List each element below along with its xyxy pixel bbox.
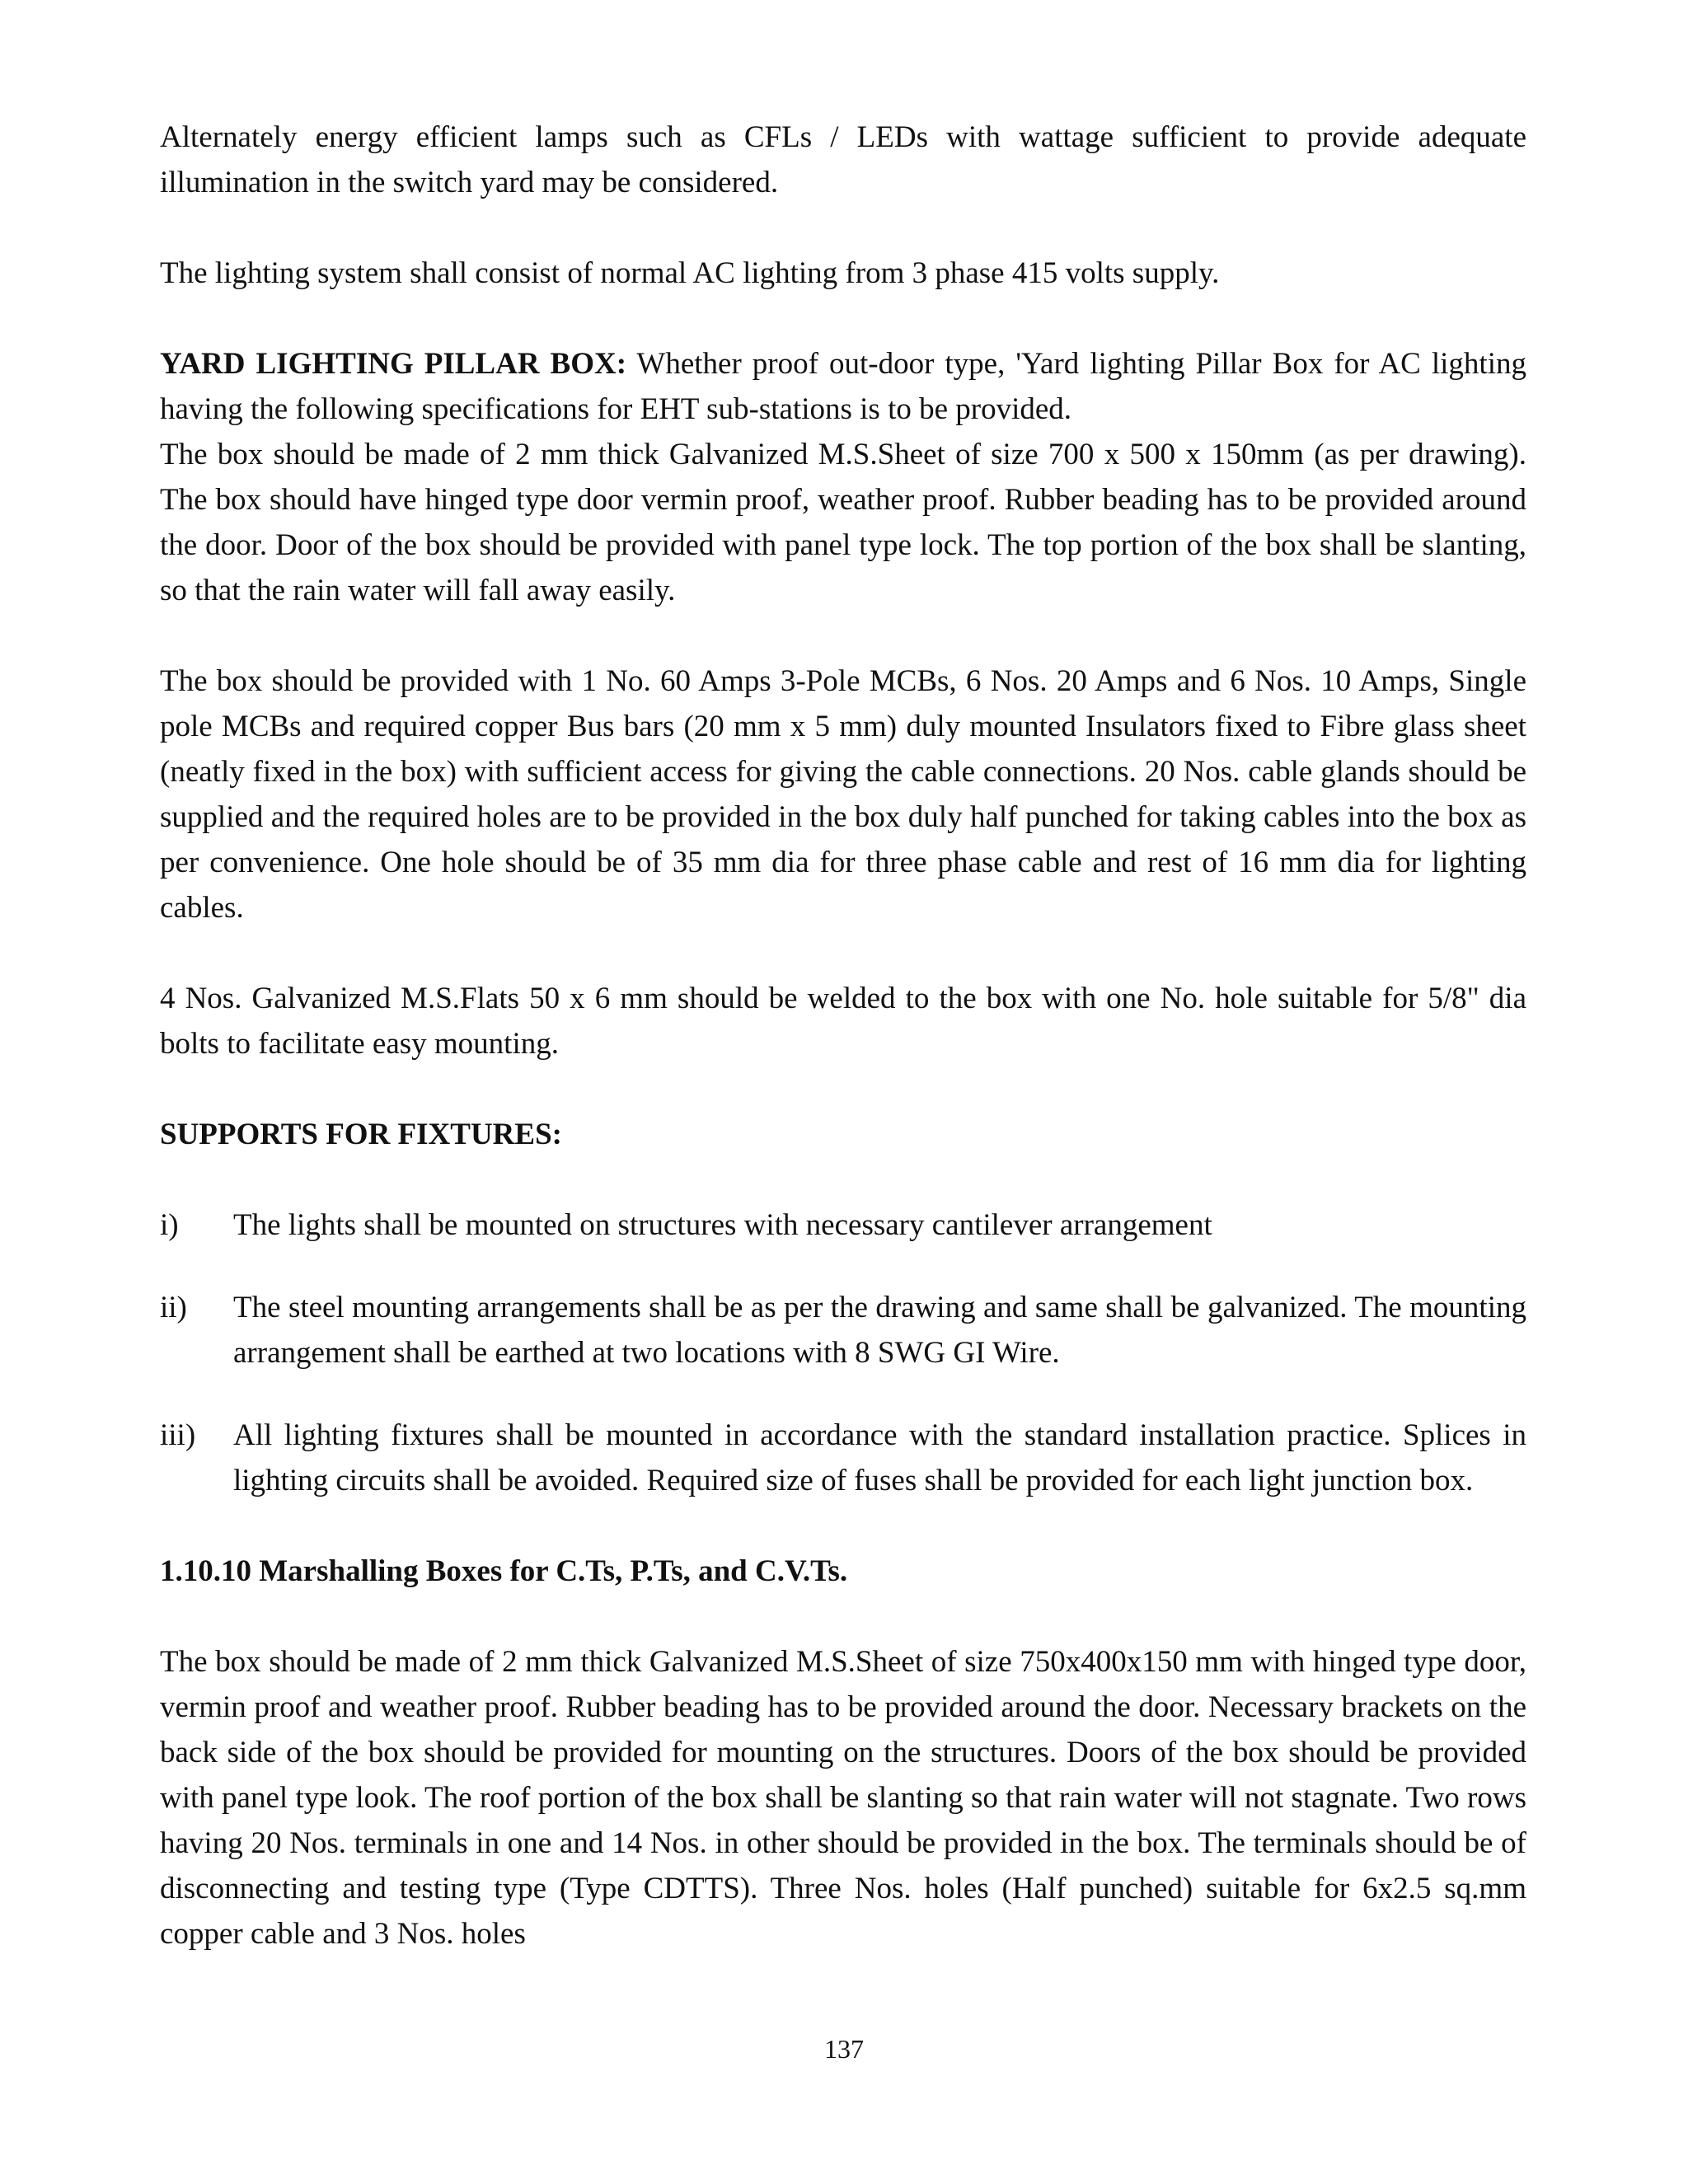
page-content	[160, 115, 1526, 1957]
supports-list-item	[160, 1202, 1526, 1248]
supports-heading: SUPPORTS FOR FIXTURES:	[160, 1118, 562, 1151]
list-number: ii)	[160, 1291, 187, 1324]
page-number: 137	[824, 2034, 864, 2064]
list-number: iii)	[160, 1418, 196, 1452]
list-text: All lighting fixtures shall be mounted in accordance with the standard installation practice. Splices in lighting circuits shall be avoided. Required size of fuses shall be provided for each light junction box.	[233, 1418, 1526, 1497]
pillar-box-lead: YARD LIGHTING PILLAR BOX:	[160, 347, 627, 381]
paragraph-lighting-system: The lighting system shall consist of normal AC lighting from 3 phase 415 volts supply.	[160, 256, 1220, 290]
list-text: The steel mounting arrangements shall be as per the drawing and same shall be galvanized. The mounting arrangement shall be earthed at two locations with 8 SWG GI Wire.	[233, 1291, 1526, 1370]
paragraph-box-construction: The box should be made of 2 mm thick Galvanized M.S.Sheet of size 700 x 500 x 150mm (as per drawing). The box should have hinged type door vermin proof, weather proof. Rubber beading has to be provided around the door. Door of the box should be provided with panel type lock. The top portion of the box shall be slanting, so that the rain water will fall away easily.	[160, 438, 1526, 607]
supports-list-item	[160, 1285, 1526, 1376]
paragraph-yard-lighting-pillar-box	[160, 341, 1526, 432]
paragraph-marshalling-box-body: The box should be made of 2 mm thick Galvanized M.S.Sheet of size 750x400x150 mm with hinged type door, vermin proof and weather proof. Rubber beading has to be provided around the door. Necessary brackets on the back side of the box should be provided for mounting on the structures. Doors of the box should be provided with panel type look. The roof portion of the box shall be slanting so that rain water will not stagnate. Two rows having 20 Nos. terminals in one and 14 Nos. in other should be provided in the box. The terminals should be of disconnecting and testing type (Type CDTTS). Three Nos. holes (Half punched) suitable for 6x2.5 sq.mm copper cable and 3 Nos. holes	[160, 1645, 1526, 1951]
section-heading-marshalling-boxes: 1.10.10 Marshalling Boxes for C.Ts, P.Ts, and C.V.Ts.	[160, 1554, 848, 1588]
paragraph-energy-efficient-lamps: Alternately energy efficient lamps such as CFLs / LEDs with wattage sufficient to provide adequate illumination in the switch yard may be considered.	[160, 120, 1526, 199]
paragraph-box-mcbs: The box should be provided with 1 No. 60 Amps 3-Pole MCBs, 6 Nos. 20 Amps and 6 Nos. 10 Amps, Single pole MCBs and required copper Bus bars (20 mm x 5 mm) duly mounted Insulators fixed to Fibre glass sheet (neatly fixed in the box) with sufficient access for giving the cable connections. 20 Nos. cable glands should be supplied and the required holes are to be provided in the box duly half punched for taking cables into the box as per convenience. One hole should be of 35 mm dia for three phase cable and rest of 16 mm dia for lighting cables.	[160, 664, 1526, 925]
list-text: The lights shall be mounted on structures with necessary cantilever arrangement	[233, 1208, 1212, 1242]
list-number: i)	[160, 1208, 179, 1242]
paragraph-ms-flats: 4 Nos. Galvanized M.S.Flats 50 x 6 mm should be welded to the box with one No. hole suitable for 5/8" dia bolts to facilitate easy mounting.	[160, 982, 1526, 1061]
pillar-box-intro: Whether proof out-door type, 'Yard lighting Pillar Box for AC lighting having the following specifications for EHT sub-stations is to be provided.	[160, 347, 1526, 426]
supports-list-item	[160, 1413, 1526, 1503]
